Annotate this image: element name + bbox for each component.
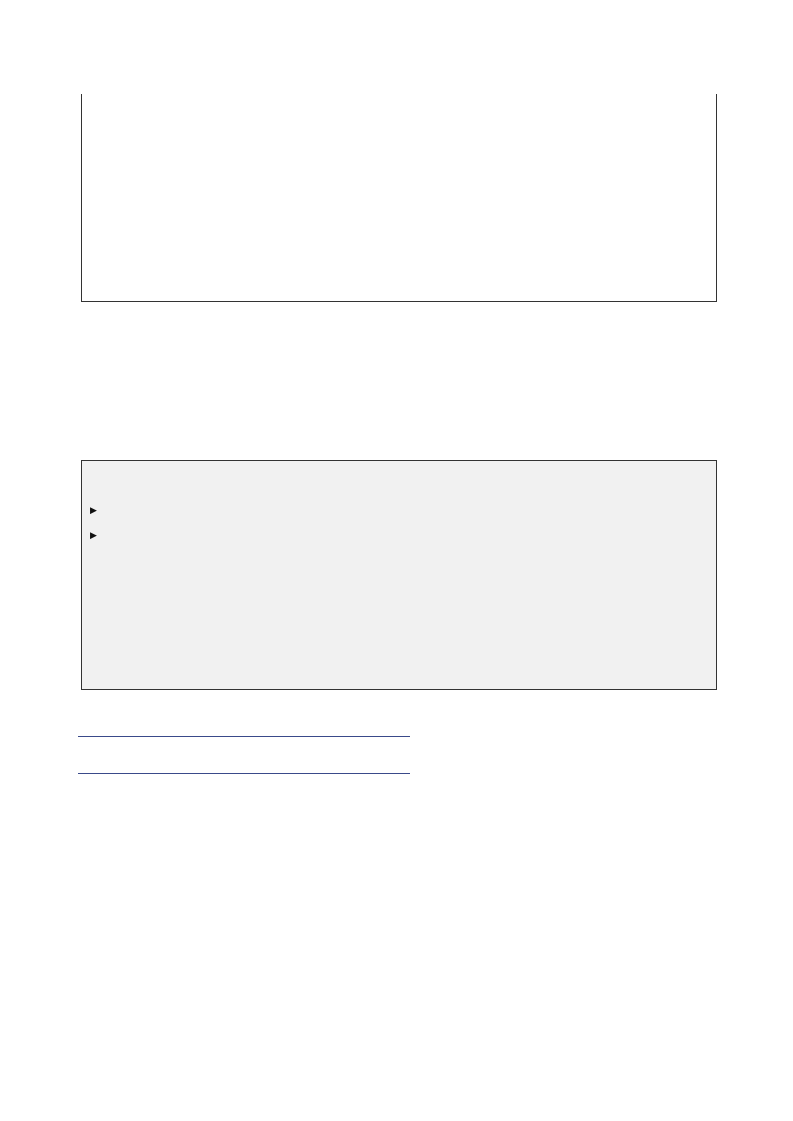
policy-box xyxy=(81,94,717,302)
triangle-bullet-icon: ▶ xyxy=(90,531,97,541)
date-row xyxy=(90,501,100,517)
attendees-row xyxy=(90,526,100,542)
meeting-overview-box xyxy=(81,460,717,690)
section-heading xyxy=(78,736,410,774)
triangle-bullet-icon: ▶ xyxy=(90,506,97,516)
